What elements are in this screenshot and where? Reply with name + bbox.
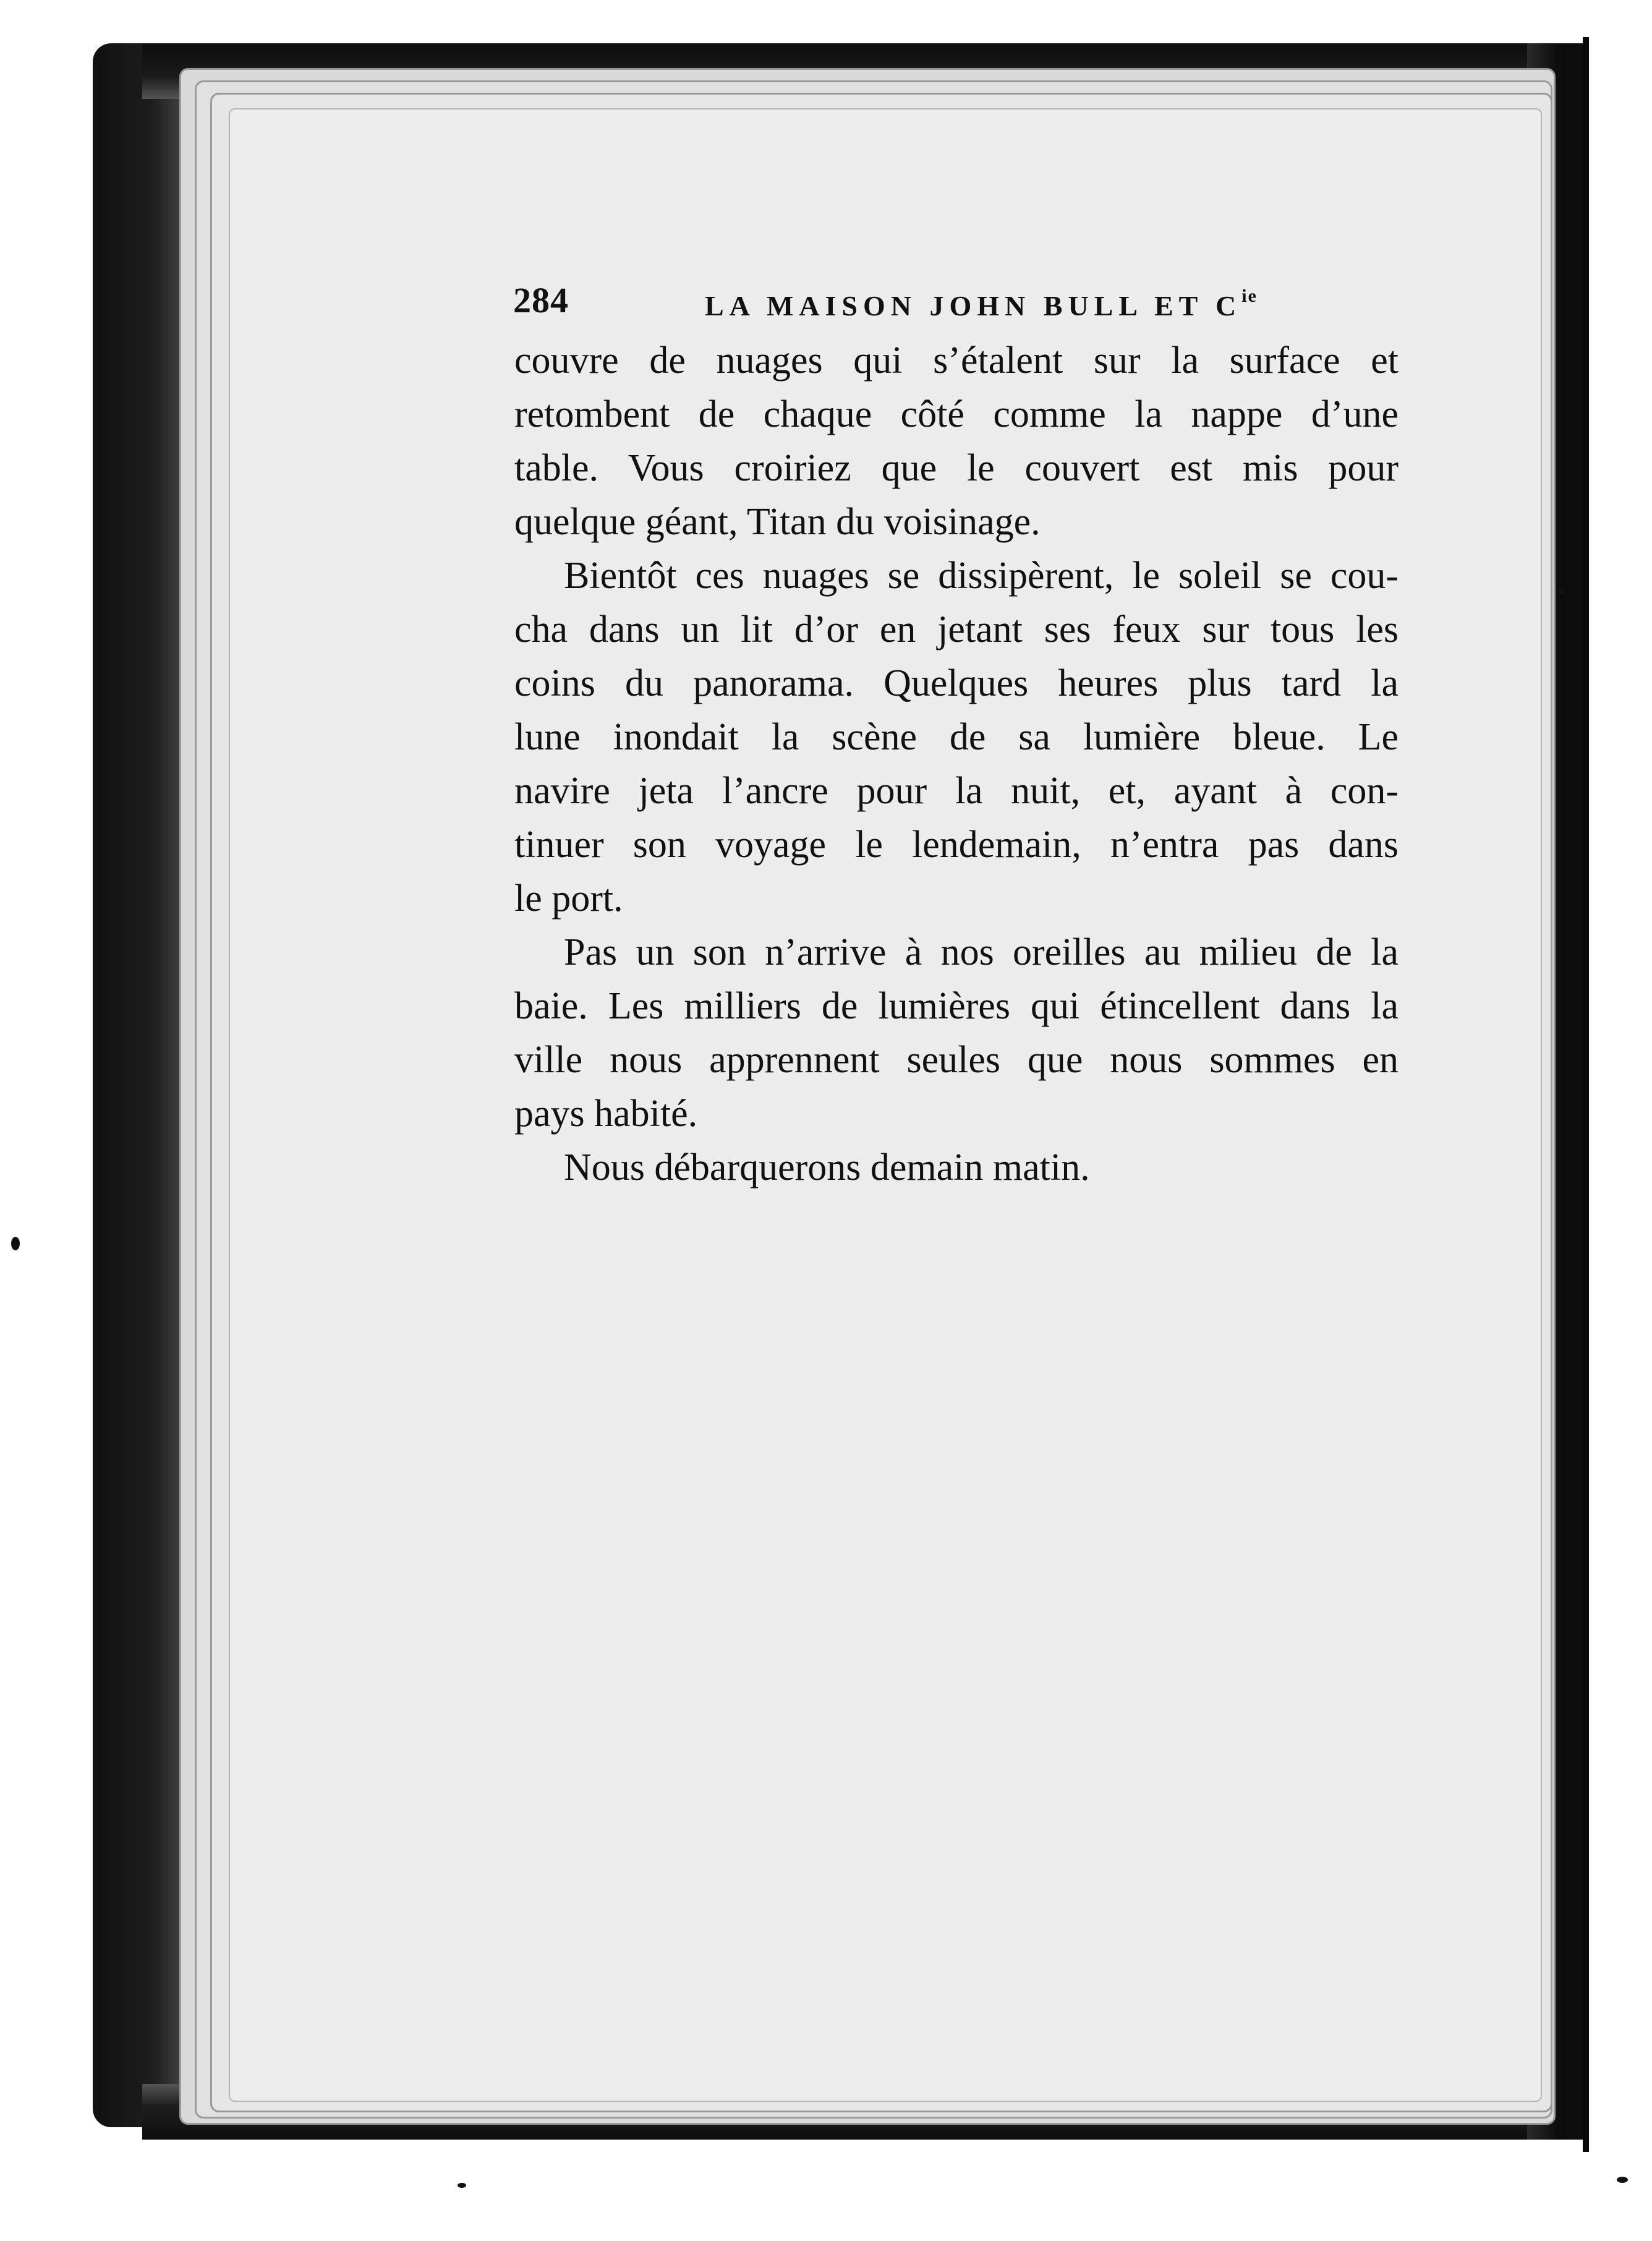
paragraph-line: le port. <box>514 877 623 920</box>
adjacent-page-sliver <box>1583 37 1652 2152</box>
paragraph-line: Pas un son n’arrive à nos oreilles au milieu de la <box>564 931 1399 973</box>
scan-speck <box>11 1237 20 1250</box>
paragraph-line: Nous débarquerons demain matin. <box>564 1146 1090 1189</box>
paragraph-line: pays habité. <box>514 1093 698 1135</box>
paragraph-line: lune inondait la scène de sa lumière bleue. Le <box>514 716 1399 758</box>
paragraph-line: baie. Les milliers de lumières qui étincellent dans la <box>514 985 1399 1027</box>
body-text <box>514 334 1399 1195</box>
running-title-superscript: ie <box>1241 286 1258 306</box>
paragraph-line: coins du panorama. Quelques heures plus tard la <box>514 662 1399 704</box>
paragraph-line: navire jeta l’ancre pour la nuit, et, ayant à con- <box>514 770 1399 812</box>
paragraph-line: retombent de chaque côté comme la nappe d’une <box>514 393 1399 435</box>
paragraph-line: cha dans un lit d’or en jetant ses feux sur tous les <box>514 608 1399 651</box>
running-title-text: LA MAISON JOHN BULL ET C <box>705 290 1242 322</box>
paragraph-line: quelque géant, Titan du voisinage. <box>514 501 1041 543</box>
scan-speck <box>1558 587 1565 595</box>
paragraph-line: tinuer son voyage le lendemain, n’entra pas dans <box>514 824 1399 866</box>
scan-speck <box>458 2183 466 2188</box>
running-title <box>705 286 1258 322</box>
paragraph-line: table. Vous croiriez que le couvert est mis pour <box>514 447 1399 489</box>
paragraph-line: Bientôt ces nuages se dissipèrent, le soleil se cou- <box>564 555 1399 597</box>
scan-speck <box>1617 2177 1628 2183</box>
paragraph-line: couvre de nuages qui s’étalent sur la surface et <box>514 339 1399 382</box>
page-number: 284 <box>513 280 569 320</box>
paragraph-line: ville nous apprennent seules que nous sommes en <box>514 1039 1399 1081</box>
